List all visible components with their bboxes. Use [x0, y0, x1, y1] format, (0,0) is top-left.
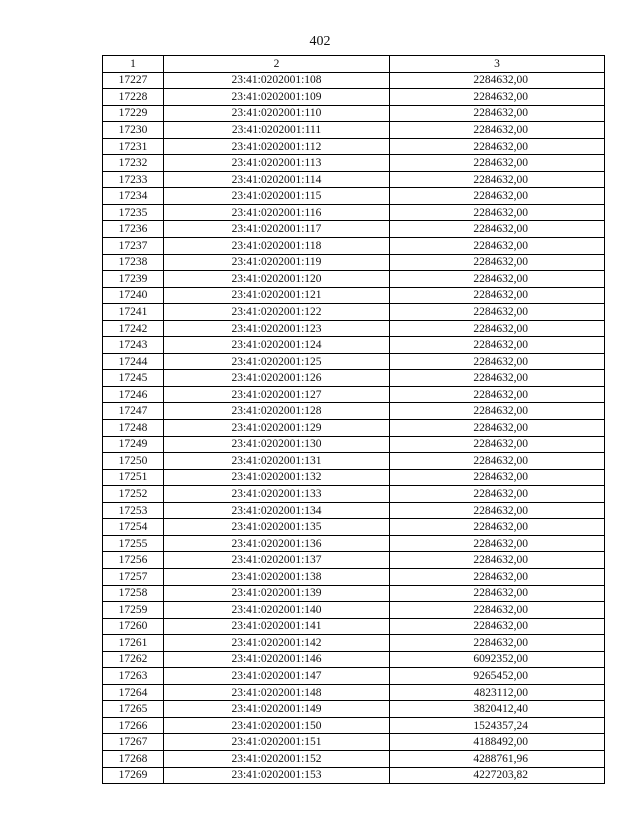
value-cell: 2284632,00: [390, 386, 605, 403]
cadastral-number-cell: 23:41:0202001:139: [164, 585, 390, 602]
row-number-cell: 17249: [103, 436, 164, 453]
row-number-cell: 17257: [103, 568, 164, 585]
value-cell: 2284632,00: [390, 271, 605, 288]
table-row: [103, 353, 605, 370]
value-cell: 2284632,00: [390, 353, 605, 370]
cadastral-number-cell: 23:41:0202001:120: [164, 271, 390, 288]
row-number-cell: 17261: [103, 635, 164, 652]
cadastral-number-cell: 23:41:0202001:119: [164, 254, 390, 271]
cadastral-number-cell: 23:41:0202001:128: [164, 403, 390, 420]
table-row: [103, 105, 605, 122]
row-number-cell: 17248: [103, 420, 164, 437]
table-row: [103, 602, 605, 619]
value-cell: 2284632,00: [390, 453, 605, 470]
table-row: [103, 221, 605, 238]
value-cell: 2284632,00: [390, 337, 605, 354]
row-number-cell: 17253: [103, 502, 164, 519]
cadastral-number-cell: 23:41:0202001:122: [164, 304, 390, 321]
cadastral-number-cell: 23:41:0202001:129: [164, 420, 390, 437]
table-row: [103, 519, 605, 536]
row-number-cell: 17259: [103, 602, 164, 619]
row-number-cell: 17254: [103, 519, 164, 536]
value-cell: 2284632,00: [390, 155, 605, 172]
value-cell: 2284632,00: [390, 469, 605, 486]
cadastral-number-cell: 23:41:0202001:150: [164, 717, 390, 734]
cadastral-number-cell: 23:41:0202001:152: [164, 750, 390, 767]
row-number-cell: 17245: [103, 370, 164, 387]
value-cell: 2284632,00: [390, 254, 605, 271]
table-row: [103, 717, 605, 734]
table-row: [103, 585, 605, 602]
row-number-cell: 17267: [103, 734, 164, 751]
value-cell: 2284632,00: [390, 552, 605, 569]
cadastral-number-cell: 23:41:0202001:132: [164, 469, 390, 486]
value-cell: 2284632,00: [390, 320, 605, 337]
value-cell: 2284632,00: [390, 618, 605, 635]
row-number-cell: 17237: [103, 238, 164, 255]
row-number-cell: 17234: [103, 188, 164, 205]
row-number-cell: 17227: [103, 72, 164, 89]
row-number-cell: 17228: [103, 89, 164, 106]
cadastral-number-cell: 23:41:0202001:126: [164, 370, 390, 387]
row-number-cell: 17260: [103, 618, 164, 635]
table-row: [103, 767, 605, 784]
cadastral-number-cell: 23:41:0202001:140: [164, 602, 390, 619]
row-number-cell: 17264: [103, 684, 164, 701]
value-cell: 2284632,00: [390, 105, 605, 122]
cadastral-number-cell: 23:41:0202001:123: [164, 320, 390, 337]
cadastral-number-cell: 23:41:0202001:133: [164, 486, 390, 503]
cadastral-number-cell: 23:41:0202001:113: [164, 155, 390, 172]
column-header-1: 1: [103, 56, 164, 73]
column-header-3: 3: [390, 56, 605, 73]
value-cell: 2284632,00: [390, 403, 605, 420]
value-cell: 4227203,82: [390, 767, 605, 784]
row-number-cell: 17240: [103, 287, 164, 304]
table-row: [103, 486, 605, 503]
value-cell: 2284632,00: [390, 221, 605, 238]
table-row: [103, 72, 605, 89]
table-row: [103, 635, 605, 652]
value-cell: 3820412,40: [390, 701, 605, 718]
cadastral-number-cell: 23:41:0202001:146: [164, 651, 390, 668]
row-number-cell: 17251: [103, 469, 164, 486]
row-number-cell: 17268: [103, 750, 164, 767]
row-number-cell: 17266: [103, 717, 164, 734]
cadastral-number-cell: 23:41:0202001:124: [164, 337, 390, 354]
page-number: 402: [309, 34, 331, 49]
table-row: [103, 188, 605, 205]
row-number-cell: 17263: [103, 668, 164, 685]
table-row: [103, 238, 605, 255]
table-row: [103, 287, 605, 304]
value-cell: 4188492,00: [390, 734, 605, 751]
table-row: [103, 684, 605, 701]
row-number-cell: 17258: [103, 585, 164, 602]
table-row: [103, 618, 605, 635]
cadastral-number-cell: 23:41:0202001:142: [164, 635, 390, 652]
table-row: [103, 535, 605, 552]
value-cell: 6092352,00: [390, 651, 605, 668]
table-row: [103, 171, 605, 188]
value-cell: 4823112,00: [390, 684, 605, 701]
table-row: [103, 502, 605, 519]
table-row: [103, 651, 605, 668]
row-number-cell: 17242: [103, 320, 164, 337]
cadastral-number-cell: 23:41:0202001:110: [164, 105, 390, 122]
value-cell: 2284632,00: [390, 585, 605, 602]
column-header-2: 2: [164, 56, 390, 73]
row-number-cell: 17256: [103, 552, 164, 569]
value-cell: 2284632,00: [390, 287, 605, 304]
table-row: [103, 750, 605, 767]
value-cell: 2284632,00: [390, 204, 605, 221]
value-cell: 9265452,00: [390, 668, 605, 685]
table-row: [103, 386, 605, 403]
value-cell: 2284632,00: [390, 602, 605, 619]
value-cell: 2284632,00: [390, 89, 605, 106]
row-number-cell: 17262: [103, 651, 164, 668]
row-number-cell: 17252: [103, 486, 164, 503]
cadastral-number-cell: 23:41:0202001:117: [164, 221, 390, 238]
table-row: [103, 370, 605, 387]
row-number-cell: 17236: [103, 221, 164, 238]
row-number-cell: 17235: [103, 204, 164, 221]
table-row: [103, 271, 605, 288]
row-number-cell: 17241: [103, 304, 164, 321]
cadastral-number-cell: 23:41:0202001:130: [164, 436, 390, 453]
table-row: [103, 453, 605, 470]
cadastral-number-cell: 23:41:0202001:137: [164, 552, 390, 569]
cadastral-number-cell: 23:41:0202001:151: [164, 734, 390, 751]
value-cell: 2284632,00: [390, 420, 605, 437]
value-cell: 2284632,00: [390, 171, 605, 188]
row-number-cell: 17229: [103, 105, 164, 122]
table-row: [103, 436, 605, 453]
cadastral-number-cell: 23:41:0202001:149: [164, 701, 390, 718]
value-cell: 2284632,00: [390, 188, 605, 205]
row-number-cell: 17244: [103, 353, 164, 370]
cadastral-number-cell: 23:41:0202001:108: [164, 72, 390, 89]
cadastral-number-cell: 23:41:0202001:127: [164, 386, 390, 403]
table-row: [103, 155, 605, 172]
value-cell: 2284632,00: [390, 304, 605, 321]
value-cell: 2284632,00: [390, 72, 605, 89]
row-number-cell: 17231: [103, 138, 164, 155]
row-number-cell: 17239: [103, 271, 164, 288]
header-row: [103, 56, 605, 73]
cadastral-number-cell: 23:41:0202001:121: [164, 287, 390, 304]
cadastral-number-cell: 23:41:0202001:153: [164, 767, 390, 784]
cadastral-number-cell: 23:41:0202001:148: [164, 684, 390, 701]
row-number-cell: 17247: [103, 403, 164, 420]
value-cell: 2284632,00: [390, 486, 605, 503]
table-row: [103, 469, 605, 486]
value-cell: 2284632,00: [390, 502, 605, 519]
row-number-cell: 17269: [103, 767, 164, 784]
table-row: [103, 204, 605, 221]
cadastral-number-cell: 23:41:0202001:131: [164, 453, 390, 470]
value-cell: 2284632,00: [390, 535, 605, 552]
value-cell: 2284632,00: [390, 138, 605, 155]
cadastral-number-cell: 23:41:0202001:116: [164, 204, 390, 221]
cadastral-number-cell: 23:41:0202001:135: [164, 519, 390, 536]
cadastral-number-cell: 23:41:0202001:125: [164, 353, 390, 370]
table-row: [103, 568, 605, 585]
cadastral-number-cell: 23:41:0202001:114: [164, 171, 390, 188]
table-row: [103, 304, 605, 321]
row-number-cell: 17230: [103, 122, 164, 139]
cadastral-number-cell: 23:41:0202001:134: [164, 502, 390, 519]
cadastral-number-cell: 23:41:0202001:141: [164, 618, 390, 635]
cadastral-number-cell: 23:41:0202001:147: [164, 668, 390, 685]
cadastral-number-cell: 23:41:0202001:111: [164, 122, 390, 139]
cadastral-number-cell: 23:41:0202001:115: [164, 188, 390, 205]
value-cell: 2284632,00: [390, 122, 605, 139]
value-cell: 2284632,00: [390, 370, 605, 387]
row-number-cell: 17233: [103, 171, 164, 188]
table-row: [103, 138, 605, 155]
row-number-cell: 17265: [103, 701, 164, 718]
table-row: [103, 89, 605, 106]
value-cell: 2284632,00: [390, 436, 605, 453]
table-row: [103, 403, 605, 420]
table-row: [103, 337, 605, 354]
table-row: [103, 701, 605, 718]
cadastral-number-cell: 23:41:0202001:138: [164, 568, 390, 585]
table-row: [103, 122, 605, 139]
row-number-cell: 17238: [103, 254, 164, 271]
value-cell: 2284632,00: [390, 568, 605, 585]
row-number-cell: 17250: [103, 453, 164, 470]
table-row: [103, 668, 605, 685]
table-row: [103, 254, 605, 271]
cadastral-number-cell: 23:41:0202001:136: [164, 535, 390, 552]
value-cell: 2284632,00: [390, 635, 605, 652]
table-row: [103, 734, 605, 751]
row-number-cell: 17232: [103, 155, 164, 172]
table-row: [103, 420, 605, 437]
table-row: [103, 552, 605, 569]
table-row: [103, 320, 605, 337]
value-cell: 2284632,00: [390, 519, 605, 536]
cadastral-number-cell: 23:41:0202001:112: [164, 138, 390, 155]
row-number-cell: 17255: [103, 535, 164, 552]
cadastral-number-cell: 23:41:0202001:109: [164, 89, 390, 106]
register-table: [102, 55, 605, 784]
row-number-cell: 17246: [103, 386, 164, 403]
table-body: [103, 72, 605, 784]
cadastral-number-cell: 23:41:0202001:118: [164, 238, 390, 255]
value-cell: 1524357,24: [390, 717, 605, 734]
value-cell: 4288761,96: [390, 750, 605, 767]
table-header: [103, 56, 605, 73]
row-number-cell: 17243: [103, 337, 164, 354]
value-cell: 2284632,00: [390, 238, 605, 255]
